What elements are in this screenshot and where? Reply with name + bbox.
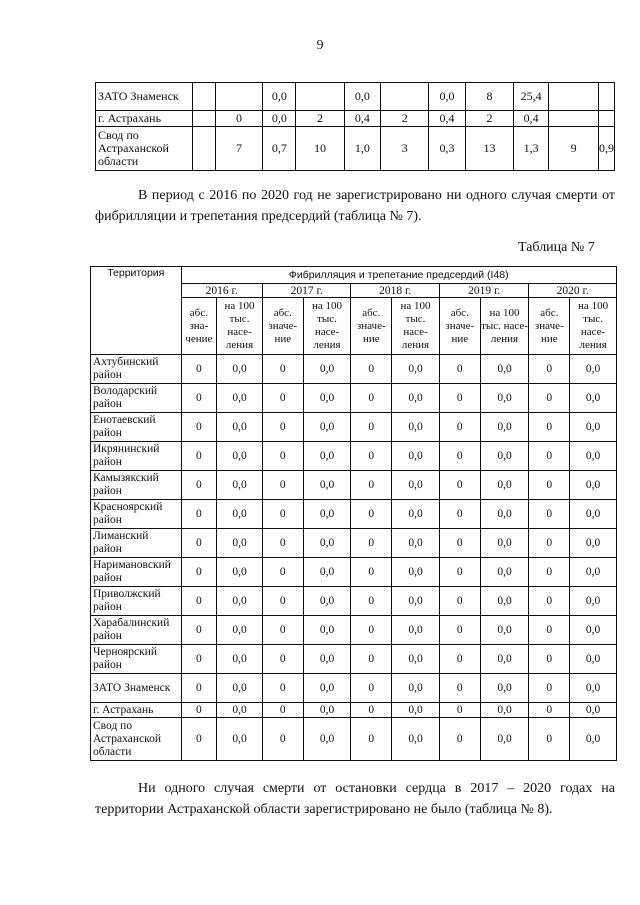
value-cell: 0 xyxy=(181,703,217,718)
value-cell: 0,0 xyxy=(392,413,440,442)
territory-cell: Свод по Астраханской области xyxy=(91,718,182,761)
value-cell: 0,0 xyxy=(303,500,351,529)
value-cell: 7 xyxy=(215,127,263,171)
territory-cell: ЗАТО Знаменск xyxy=(91,674,182,703)
territory-cell: г. Астрахань xyxy=(96,111,193,127)
value-cell xyxy=(599,111,615,127)
value-cell: 0,0 xyxy=(392,500,440,529)
value-cell: 8 xyxy=(465,83,513,111)
value-cell: 0 xyxy=(351,703,392,718)
value-cell: 0,0 xyxy=(480,355,529,384)
territory-cell: Черноярский район xyxy=(91,645,182,674)
value-cell: 0,9 xyxy=(599,127,615,171)
value-cell: 0 xyxy=(262,674,303,703)
value-cell: 0 xyxy=(439,718,480,761)
value-cell: 0 xyxy=(529,355,570,384)
value-cell: 0,0 xyxy=(392,703,440,718)
value-cell: 0 xyxy=(262,558,303,587)
territory-cell: Наримановский район xyxy=(91,558,182,587)
value-cell: 0,4 xyxy=(514,111,549,127)
value-cell: 0,0 xyxy=(217,471,263,500)
value-cell: 0 xyxy=(262,384,303,413)
rate-header: на 100 тыс. насе-ления xyxy=(570,298,617,355)
value-cell: 0 xyxy=(351,645,392,674)
value-cell: 0,0 xyxy=(570,529,617,558)
value-cell: 0 xyxy=(181,529,217,558)
territory-cell: Красноярский район xyxy=(91,500,182,529)
value-cell: 0,0 xyxy=(303,616,351,645)
value-cell: 0 xyxy=(351,529,392,558)
table-row xyxy=(91,413,617,442)
value-cell: 10 xyxy=(296,127,344,171)
value-cell: 0,0 xyxy=(392,674,440,703)
value-cell: 0 xyxy=(529,471,570,500)
value-cell: 0,0 xyxy=(217,645,263,674)
value-cell: 0 xyxy=(262,413,303,442)
rate-header: на 100 тыс. насе-ления xyxy=(480,298,529,355)
value-cell xyxy=(549,83,599,111)
value-cell: 1,3 xyxy=(514,127,549,171)
value-cell: 0 xyxy=(351,587,392,616)
table-row xyxy=(91,529,617,558)
abs-value-header: абс. значе-ние xyxy=(351,298,392,355)
value-cell: 0 xyxy=(529,500,570,529)
value-cell: 0 xyxy=(439,471,480,500)
abs-value-header: абс. значе-ние xyxy=(529,298,570,355)
value-cell: 0 xyxy=(181,587,217,616)
value-cell: 0,0 xyxy=(344,83,381,111)
value-cell: 0,0 xyxy=(570,355,617,384)
value-cell: 0 xyxy=(529,442,570,471)
value-cell: 0 xyxy=(262,587,303,616)
paragraph-fibrillation: В период с 2016 по 2020 год не зарегистрировано ни одного случая смерти от фибрилляции и трепетания предсердий (таблица № 7). xyxy=(95,188,615,224)
table-row xyxy=(91,616,617,645)
value-cell: 0 xyxy=(262,471,303,500)
value-cell: 0,0 xyxy=(217,500,263,529)
rate-header: на 100 тыс. насе-ления xyxy=(303,298,351,355)
value-cell: 0,0 xyxy=(217,558,263,587)
value-cell: 0 xyxy=(351,674,392,703)
value-cell: 0,3 xyxy=(429,127,466,171)
value-cell: 0,0 xyxy=(303,703,351,718)
value-cell: 0 xyxy=(529,616,570,645)
abs-value-header: абс. значе-ние xyxy=(439,298,480,355)
year-header: 2018 г. xyxy=(351,284,440,298)
table-row xyxy=(91,703,617,718)
territory-cell: ЗАТО Знаменск xyxy=(96,83,193,111)
value-cell xyxy=(296,83,344,111)
territory-cell: Приволжский район xyxy=(91,587,182,616)
rate-header: на 100 тыс. насе-ления xyxy=(217,298,263,355)
territory-cell: Енотаевский район xyxy=(91,413,182,442)
territory-cell: Камызякский район xyxy=(91,471,182,500)
value-cell: 0,0 xyxy=(303,413,351,442)
value-cell: 0 xyxy=(181,500,217,529)
value-cell: 0,0 xyxy=(570,587,617,616)
value-cell: 0,0 xyxy=(480,471,529,500)
value-cell: 0,0 xyxy=(480,587,529,616)
value-cell: 0 xyxy=(439,616,480,645)
value-cell: 2 xyxy=(296,111,344,127)
value-cell: 0 xyxy=(529,645,570,674)
value-cell: 0,0 xyxy=(570,471,617,500)
value-cell: 0 xyxy=(529,587,570,616)
table-row xyxy=(91,674,617,703)
value-cell: 0,0 xyxy=(217,718,263,761)
top-table xyxy=(95,82,615,171)
value-cell: 0,0 xyxy=(392,355,440,384)
table-row xyxy=(91,645,617,674)
territory-cell: Володарский район xyxy=(91,384,182,413)
value-cell: 0,0 xyxy=(303,442,351,471)
table-title: Фибрилляция и трепетание предсердий (I48) xyxy=(181,267,616,284)
value-cell: 0,0 xyxy=(392,718,440,761)
value-cell: 0 xyxy=(529,529,570,558)
value-cell: 0,0 xyxy=(480,529,529,558)
value-cell: 0 xyxy=(351,442,392,471)
value-cell: 0 xyxy=(262,442,303,471)
value-cell: 0 xyxy=(439,500,480,529)
value-cell: 0 xyxy=(351,718,392,761)
value-cell: 0 xyxy=(262,355,303,384)
value-cell: 0 xyxy=(351,558,392,587)
value-cell: 0,0 xyxy=(480,558,529,587)
value-cell: 0 xyxy=(439,674,480,703)
table-caption: Таблица № 7 xyxy=(518,240,595,255)
value-cell: 0,0 xyxy=(263,83,296,111)
value-cell: 0 xyxy=(529,674,570,703)
value-cell: 0 xyxy=(181,558,217,587)
value-cell: 0,0 xyxy=(217,384,263,413)
value-cell: 0 xyxy=(262,703,303,718)
value-cell: 0 xyxy=(181,471,217,500)
value-cell: 2 xyxy=(465,111,513,127)
value-cell: 0,0 xyxy=(570,645,617,674)
value-cell: 0,0 xyxy=(570,674,617,703)
value-cell: 0,0 xyxy=(480,703,529,718)
value-cell: 2 xyxy=(381,111,429,127)
page-number: 9 xyxy=(316,38,324,53)
abs-value-header: абс. значе-ние xyxy=(262,298,303,355)
value-cell: 0 xyxy=(181,355,217,384)
value-cell: 0,0 xyxy=(303,645,351,674)
value-cell: 0 xyxy=(439,703,480,718)
value-cell xyxy=(215,83,263,111)
table-row xyxy=(96,127,615,171)
table-row xyxy=(96,83,615,111)
value-cell: 0 xyxy=(529,413,570,442)
year-header: 2020 г. xyxy=(529,284,617,298)
value-cell: 0,0 xyxy=(480,616,529,645)
value-cell: 0 xyxy=(262,645,303,674)
value-cell: 0,0 xyxy=(303,384,351,413)
value-cell: 3 xyxy=(381,127,429,171)
value-cell: 0,0 xyxy=(570,718,617,761)
table-row xyxy=(91,718,617,761)
value-cell: 9 xyxy=(549,127,599,171)
rate-header: на 100 тыс. насе-ления xyxy=(392,298,440,355)
value-cell: 0 xyxy=(351,616,392,645)
value-cell: 0 xyxy=(262,500,303,529)
value-cell: 0 xyxy=(529,718,570,761)
value-cell: 25,4 xyxy=(514,83,549,111)
value-cell: 0,4 xyxy=(429,111,466,127)
territory-cell: г. Астрахань xyxy=(91,703,182,718)
territory-cell: Свод по Астраханской области xyxy=(96,127,193,171)
value-cell: 0 xyxy=(439,355,480,384)
value-cell: 0,0 xyxy=(570,413,617,442)
value-cell: 0,0 xyxy=(303,718,351,761)
fibrillation-table xyxy=(90,266,617,761)
value-cell: 0 xyxy=(439,529,480,558)
value-cell: 0 xyxy=(181,645,217,674)
abs-value-header: абс. зна-чение xyxy=(181,298,217,355)
value-cell: 0,0 xyxy=(429,83,466,111)
value-cell: 0 xyxy=(529,384,570,413)
value-cell: 0 xyxy=(181,674,217,703)
territory-cell: Ахтубинский район xyxy=(91,355,182,384)
value-cell: 0 xyxy=(181,384,217,413)
value-cell: 0 xyxy=(215,111,263,127)
value-cell: 0,0 xyxy=(480,413,529,442)
value-cell: 0,0 xyxy=(392,471,440,500)
value-cell: 0,0 xyxy=(480,442,529,471)
value-cell: 0 xyxy=(529,558,570,587)
value-cell: 0 xyxy=(439,413,480,442)
value-cell: 0,0 xyxy=(392,616,440,645)
value-cell: 0,0 xyxy=(392,558,440,587)
value-cell: 0 xyxy=(439,587,480,616)
table-row xyxy=(91,355,617,384)
value-cell: 0,0 xyxy=(303,674,351,703)
value-cell: 0 xyxy=(439,442,480,471)
value-cell: 0 xyxy=(181,718,217,761)
value-cell: 0,0 xyxy=(392,529,440,558)
value-cell: 0 xyxy=(181,413,217,442)
value-cell: 0 xyxy=(262,718,303,761)
value-cell: 0 xyxy=(351,384,392,413)
value-cell: 0,0 xyxy=(480,718,529,761)
value-cell: 1,0 xyxy=(344,127,381,171)
territory-cell: Икрянинский район xyxy=(91,442,182,471)
value-cell xyxy=(381,83,429,111)
table-row xyxy=(91,384,617,413)
table-row xyxy=(91,558,617,587)
value-cell: 0,0 xyxy=(263,111,296,127)
value-cell: 0,0 xyxy=(217,413,263,442)
value-cell: 0 xyxy=(351,500,392,529)
paragraph-cardiac-arrest: Ни одного случая смерти от остановки сердца в 2017 – 2020 годах на территории Астраханской области зарегистрировано не было (таблица № 8). xyxy=(95,781,615,817)
value-cell: 0 xyxy=(439,558,480,587)
value-cell: 0,0 xyxy=(217,587,263,616)
table-row xyxy=(91,471,617,500)
value-cell: 0,0 xyxy=(303,471,351,500)
value-cell: 0 xyxy=(262,616,303,645)
value-cell xyxy=(599,83,615,111)
value-cell: 0,0 xyxy=(217,703,263,718)
value-cell: 0 xyxy=(262,529,303,558)
value-cell: 0,0 xyxy=(392,442,440,471)
value-cell: 0,7 xyxy=(263,127,296,171)
value-cell: 0 xyxy=(181,616,217,645)
year-header: 2016 г. xyxy=(181,284,262,298)
value-cell: 0,0 xyxy=(303,355,351,384)
value-cell: 0,0 xyxy=(392,384,440,413)
value-cell: 0,0 xyxy=(217,442,263,471)
value-cell: 0,0 xyxy=(303,529,351,558)
value-cell: 0,0 xyxy=(217,616,263,645)
value-cell: 0,0 xyxy=(217,355,263,384)
table-row xyxy=(96,111,615,127)
table-row xyxy=(91,587,617,616)
value-cell: 0,0 xyxy=(480,384,529,413)
value-cell: 0,0 xyxy=(392,587,440,616)
value-cell: 0,0 xyxy=(480,645,529,674)
value-cell: 0,0 xyxy=(570,616,617,645)
value-cell: 0,0 xyxy=(570,442,617,471)
value-cell: 0 xyxy=(351,471,392,500)
value-cell xyxy=(549,111,599,127)
value-cell: 0,0 xyxy=(570,703,617,718)
value-cell: 0 xyxy=(439,384,480,413)
value-cell: 0,0 xyxy=(480,500,529,529)
value-cell: 0,0 xyxy=(217,674,263,703)
table-row xyxy=(91,442,617,471)
value-cell: 0 xyxy=(181,442,217,471)
value-cell: 0,0 xyxy=(570,500,617,529)
value-cell: 0,0 xyxy=(217,529,263,558)
value-cell: 0 xyxy=(351,413,392,442)
value-cell: 0,0 xyxy=(392,645,440,674)
value-cell: 0 xyxy=(529,703,570,718)
territory-header: Территория xyxy=(91,267,182,355)
territory-cell: Харабалинский район xyxy=(91,616,182,645)
value-cell: 0,4 xyxy=(344,111,381,127)
year-header: 2019 г. xyxy=(439,284,529,298)
value-cell: 0,0 xyxy=(570,558,617,587)
territory-cell: Лиманский район xyxy=(91,529,182,558)
value-cell: 0 xyxy=(351,355,392,384)
value-cell: 0,0 xyxy=(570,384,617,413)
value-cell: 0 xyxy=(439,645,480,674)
value-cell: 0,0 xyxy=(303,587,351,616)
value-cell: 13 xyxy=(465,127,513,171)
value-cell: 0,0 xyxy=(480,674,529,703)
value-cell: 0,0 xyxy=(303,558,351,587)
year-header: 2017 г. xyxy=(262,284,351,298)
table-row xyxy=(91,500,617,529)
